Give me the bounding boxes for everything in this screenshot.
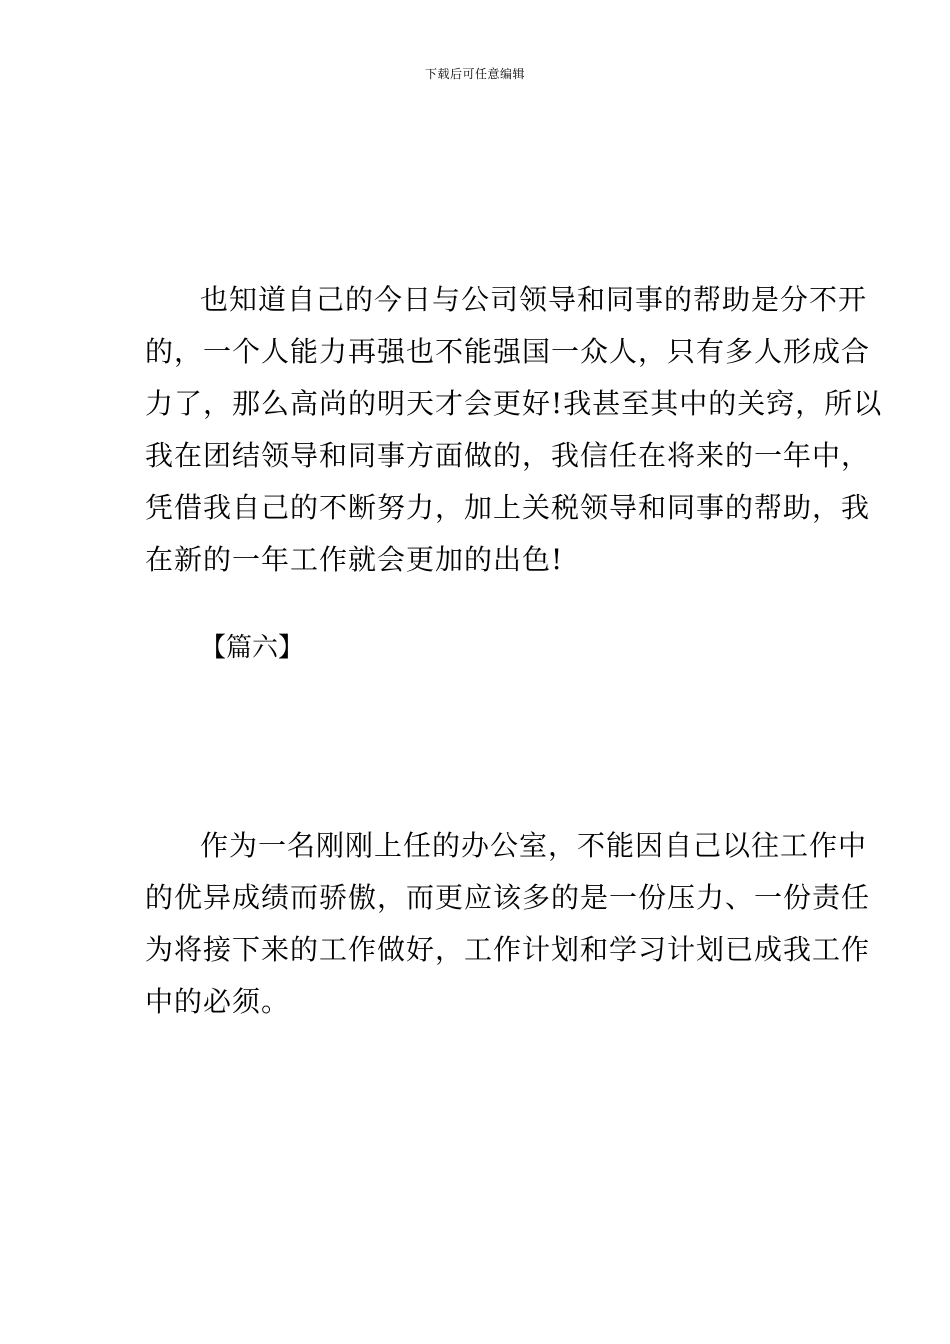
paragraph-1-line: 的，一个人能力再强也不能强国一众人，只有多人形成合	[145, 335, 871, 368]
section-heading: 【篇六】	[200, 633, 305, 663]
paragraph-1-line: 凭借我自己的不断努力，加上关税领导和同事的帮助，我	[145, 491, 871, 524]
paragraph-1-line: 在新的一年工作就会更加的出色!	[145, 543, 564, 576]
paragraph-1-line: 力了，那么高尚的明天才会更好!我甚至其中的关窍，所以	[145, 387, 883, 420]
paragraph-2-line: 为将接下来的工作做好，工作计划和学习计划已成我工作	[145, 933, 871, 966]
paragraph-2-line: 中的必须。	[145, 985, 291, 1018]
paragraph-1-line: 也知道自己的今日与公司领导和同事的帮助是分不开	[200, 283, 868, 316]
paragraph-2-line: 的优异成绩而骄傲，而更应该多的是一份压力、一份责任	[145, 881, 871, 914]
paragraph-2-line: 作为一名刚刚上任的办公室，不能因自己以往工作中	[200, 829, 868, 862]
page-header: 下载后可任意编辑	[424, 67, 525, 81]
paragraph-1-line: 我在团结领导和同事方面做的，我信任在将来的一年中，	[145, 439, 871, 472]
